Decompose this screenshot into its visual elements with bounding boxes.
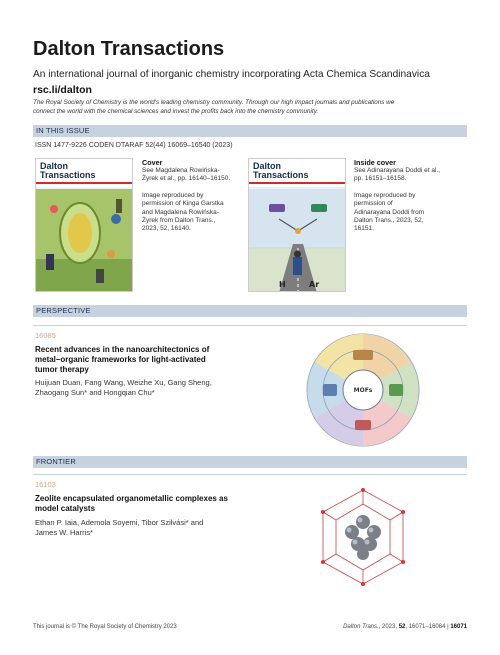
footer-year: , 2023, bbox=[378, 624, 399, 630]
frontier-authors-line-2: James W. Harris* bbox=[35, 527, 93, 537]
perspective-title-line-1: Recent advances in the nanoarchitectonics of bbox=[35, 345, 210, 354]
perspective-authors-line-2: Zhaogang Sun* and Hongqian Chu* bbox=[35, 387, 155, 397]
cover-masthead-title-1: Dalton bbox=[40, 161, 68, 171]
inside-cover-masthead bbox=[249, 159, 345, 187]
frontier-figure bbox=[308, 482, 418, 592]
cover-thumbnail bbox=[35, 158, 133, 292]
cover-credit-line-4: Żyrek from Dalton Trans., bbox=[142, 216, 216, 224]
cover-masthead bbox=[36, 159, 132, 187]
rsc-blurb-line-1: The Royal Society of Chemistry is the world's leading chemistry community. Through our high impact journals and publications we bbox=[33, 99, 395, 106]
inside-cover-credit-line-2: permission of bbox=[354, 200, 393, 208]
frontier-authors bbox=[35, 518, 240, 537]
footer-copyright: This journal is © The Royal Society of Chemistry 2023 bbox=[33, 624, 177, 630]
cover-masthead-title-2: Transactions bbox=[40, 170, 96, 180]
footer-volume: 52 bbox=[398, 624, 406, 630]
footer-citation bbox=[343, 624, 467, 630]
rsc-blurb-line-2: connect the world with the chemical sciences and invest the profits back into the chemistry community. bbox=[33, 107, 319, 115]
in-this-issue-header: IN THIS ISSUE bbox=[33, 125, 467, 137]
cover-credit-line-5: 2023, 52, 16140. bbox=[142, 225, 191, 233]
frontier-title[interactable] bbox=[35, 494, 240, 514]
inside-cover-credit bbox=[354, 192, 424, 233]
inside-cover-label: Inside cover bbox=[354, 158, 396, 167]
perspective-header: PERSPECTIVE bbox=[33, 305, 467, 317]
inside-cover-see bbox=[354, 167, 440, 184]
cover-credit bbox=[142, 192, 224, 233]
journal-url[interactable]: rsc.li/dalton bbox=[33, 84, 92, 96]
footer-pages: , 16071–16084 | bbox=[405, 624, 451, 630]
frontier-header: FRONTIER bbox=[33, 456, 467, 468]
journal-title: Dalton Transactions bbox=[33, 38, 225, 60]
cover-credit-line-2: permission of Kinga Garstka bbox=[142, 200, 224, 208]
inside-cover-masthead-title-1: Dalton bbox=[253, 161, 281, 171]
frontier-authors-line-1: Ethan P. Iaia, Ademola Soyemi, Tibor Szilvási* and bbox=[35, 518, 204, 527]
cover-credit-line-1: Image reproduced by bbox=[142, 192, 204, 199]
perspective-title-line-3: tumor therapy bbox=[35, 365, 89, 374]
svg-text:H: H bbox=[279, 280, 286, 289]
perspective-authors-line-1: Huijuan Duan, Fang Wang, Weizhe Xu, Gang Sheng, bbox=[35, 378, 212, 387]
frontier-page[interactable]: 16103 bbox=[35, 480, 56, 489]
inside-cover-thumbnail bbox=[248, 158, 346, 292]
svg-text:Ar: Ar bbox=[309, 280, 320, 289]
inside-cover-see-line-2: pp. 16151–16158. bbox=[354, 175, 407, 183]
perspective-page[interactable]: 16085 bbox=[35, 331, 56, 340]
inside-cover-credit-line-3: Adinarayana Doddi from bbox=[354, 208, 425, 216]
rsc-blurb bbox=[33, 99, 473, 116]
perspective-authors bbox=[35, 378, 240, 397]
perspective-divider bbox=[33, 325, 467, 326]
footer-journal: Dalton Trans. bbox=[343, 624, 379, 630]
cover-see-line-2: Żyrek et al., pp. 16140–16150. bbox=[142, 175, 231, 183]
inside-cover-credit-line-5: 16151. bbox=[354, 225, 374, 233]
footer-page-number: 16071 bbox=[450, 624, 467, 630]
perspective-title-line-2: metal–organic frameworks for light-activated bbox=[35, 355, 206, 364]
cover-label: Cover bbox=[142, 158, 163, 167]
inside-cover-credit-line-1: Image reproduced by bbox=[354, 192, 416, 199]
cover-credit-line-3: and Magdalena Rowińska- bbox=[142, 208, 219, 216]
frontier-title-line-2: model catalysts bbox=[35, 504, 96, 513]
perspective-figure bbox=[303, 330, 423, 450]
cover-see-line-1: See Magdalena Rowińska- bbox=[142, 167, 220, 174]
frontier-divider bbox=[33, 474, 467, 475]
frontier-title-line-1: Zeolite encapsulated organometallic complexes as bbox=[35, 494, 228, 503]
issn-line: ISSN 1477-9226 CODEN DTARAF 52(44) 16069–16540 (2023) bbox=[35, 142, 233, 149]
perspective-figure-center-label: MOFs bbox=[353, 387, 373, 394]
inside-cover-masthead-title-2: Transactions bbox=[253, 170, 309, 180]
inside-cover-see-line-1: See Adinarayana Doddi et al., bbox=[354, 167, 441, 174]
inside-cover-credit-line-4: Dalton Trans., 2023, 52, bbox=[354, 216, 424, 224]
journal-subtitle: An international journal of inorganic chemistry incorporating Acta Chemica Scandinavica bbox=[33, 69, 430, 80]
cover-see bbox=[142, 167, 230, 184]
perspective-title[interactable] bbox=[35, 345, 240, 375]
